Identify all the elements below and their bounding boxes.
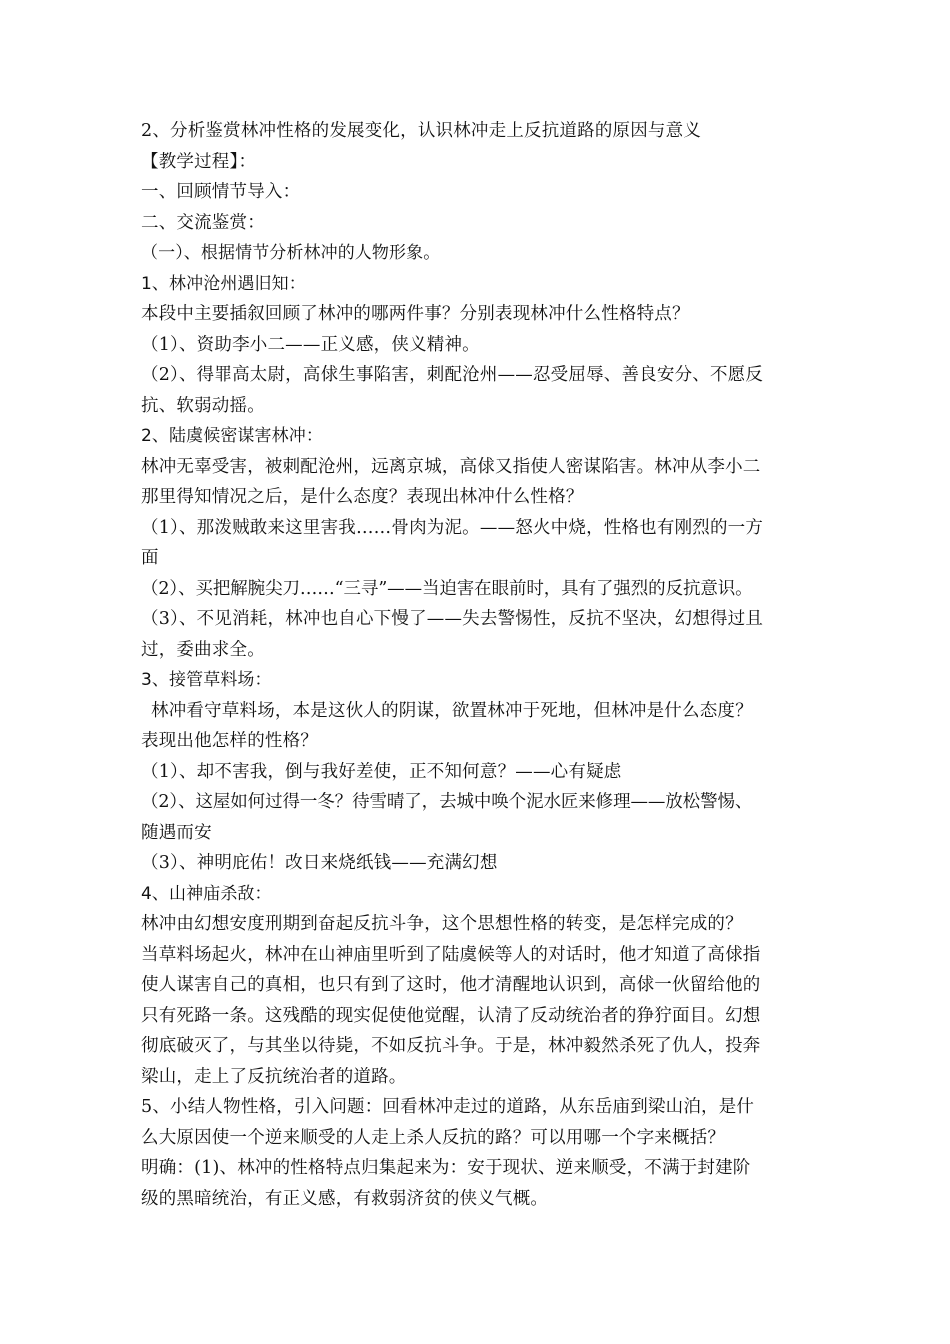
text-line: 随遇而安 [141, 822, 212, 843]
text-line: （1）、那泼贼敢来这里害我……骨肉为泥。——怒火中烧，性格也有刚烈的一方 [141, 517, 764, 538]
subsection-heading: 1、林冲沧州遇旧知： [141, 273, 306, 294]
text-line: 明确：(1)、林冲的性格特点归集起来为：安于现状、逆来顺受，不满于封建阶 [141, 1158, 751, 1178]
subsection-heading: 3、接管草料场： [141, 670, 272, 690]
text-line: 使人谋害自己的真相，也只有到了这时，他才清醒地认识到，高俅一伙留给他的 [141, 975, 761, 995]
text-line: （3）、不见消耗，林冲也自心下慢了——失去警惕性，反抗不坚决，幻想得过且 [141, 609, 764, 629]
subsection-heading: （一）、根据情节分析林冲的人物形象。 [141, 243, 441, 263]
text-line: 彻底破灭了，与其坐以待毙，不如反抗斗争。于是，林冲毅然杀死了仇人，投奔 [141, 1036, 761, 1056]
text-line: （2）、买把解腕尖刀……“三寻”——当迫害在眼前时，具有了强烈的反抗意识。 [141, 578, 753, 599]
document-page [141, 116, 821, 1214]
text-line: （3）、神明庇佑！改日来烧纸钱——充满幻想 [141, 853, 498, 873]
subsection-heading: 2、陆虞候密谋害林冲： [141, 426, 323, 446]
text-line: 么大原因使一个逆来顺受的人走上杀人反抗的路？可以用哪一个字来概括？ [141, 1127, 726, 1148]
text-line: 表现出他怎样的性格？ [141, 731, 318, 751]
text-line: 当草料场起火，林冲在山神庙里听到了陆虞候等人的对话时，他才知道了高俅指 [141, 944, 761, 965]
text-line: 面 [141, 548, 159, 568]
text-line: 梁山，走上了反抗统治者的道路。 [141, 1066, 407, 1087]
text-line: （2）、这屋如何过得一冬？待雪晴了，去城中唤个泥水匠来修理——放松警惕、 [141, 792, 753, 812]
text-line: （2）、得罪高太尉，高俅生事陷害，刺配沧州——忍受屈辱、善良安分、不愿反 [141, 365, 764, 385]
section-heading: 【教学过程】： [141, 151, 257, 172]
text-line: 林冲看守草料场，本是这伙人的阴谋，欲置林冲于死地，但林冲是什么态度？ [151, 700, 753, 721]
text-line: 5、小结人物性格，引入问题：回看林冲走过的道路，从东岳庙到梁山泊，是什 [141, 1097, 755, 1117]
text-line: 2、分析鉴赏林冲性格的发展变化，认识林冲走上反抗道路的原因与意义 [141, 121, 702, 141]
section-heading: 一、回顾情节导入： [141, 182, 301, 202]
text-line: （1）、资助李小二——正义感，侠义精神。 [141, 334, 480, 355]
text-line: 本段中主要插叙回顾了林冲的哪两件事？分别表现林冲什么性格特点？ [141, 304, 690, 324]
section-heading: 二、交流鉴赏： [141, 212, 265, 233]
text-line: 林冲无辜受害，被刺配沧州，远离京城，高俅又指使人密谋陷害。林冲从李小二 [141, 456, 761, 477]
text-line: 那里得知情况之后，是什么态度？表现出林冲什么性格？ [141, 487, 584, 507]
text-line: 级的黑暗统治，有正义感，有救弱济贫的侠义气概。 [141, 1188, 549, 1209]
text-line: 过，委曲求全。 [141, 639, 265, 660]
text-line: （1）、却不害我，倒与我好差使，正不知何意？——心有疑虑 [141, 761, 622, 782]
text-line: 抗、软弱动摇。 [141, 395, 265, 416]
subsection-heading: 4、山神庙杀敌： [141, 883, 272, 904]
text-line: 只有死路一条。这残酷的现实促使他觉醒，认清了反动统治者的狰狞面目。幻想 [141, 1005, 761, 1026]
text-line: 林冲由幻想安度刑期到奋起反抗斗争，这个思想性格的转变，是怎样完成的？ [141, 914, 743, 934]
